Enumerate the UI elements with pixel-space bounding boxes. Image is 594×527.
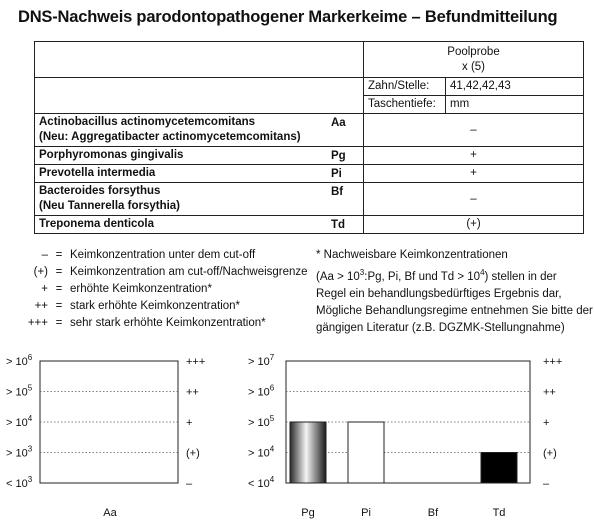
note-line: * Nachweisbare Keimkonzentrationen [316,249,508,261]
y-tick-label: < $10^4$ [248,475,275,490]
germ-abbr: Pg [331,150,346,162]
germ-name: Actinobacillus actinomycetemcomitans [39,116,256,128]
legend-equals: = [55,266,63,278]
legend-symbol: +++ [27,317,48,329]
category-label: Aa [103,507,117,519]
tooth-value: 41,42,42,43 [446,78,584,96]
germ-abbr: Pi [331,168,342,180]
right-tick-label: +++ [543,356,563,368]
page-title: DNS-Nachweis parodontopathogener Markerkeime – Befundmitteilung [18,8,558,26]
note-exponent: 4 [480,268,485,277]
germ-result: + [364,165,584,183]
y-tick-exponent: 3 [27,475,33,484]
tooth-label: Zahn/Stelle: [364,78,446,96]
note-line: Regel ein behandlungsbedürftiges Ergebnis dar, [316,287,562,300]
right-tick-label: +++ [186,356,206,368]
legend-symbol: – [41,249,48,261]
note-line: gängigen Literatur (z.B. DGZMK-Stellungnahme) [316,321,565,334]
bar [348,422,384,483]
germ-name: Bacteroides forsythus [39,185,161,197]
right-tick-label: + [186,417,193,429]
right-tick-label: ++ [186,386,199,399]
y-tick-label: < $10^3$ [6,475,33,490]
y-tick-exponent: 4 [269,475,275,484]
note-exponent: 3 [359,268,365,277]
y-tick-label: > $10^3$ [6,444,33,460]
legend-equals: = [55,317,63,329]
y-tick-exponent: 5 [269,414,275,423]
germ-name: Prevotella intermedia [39,167,156,179]
legend-text: Keimkonzentration unter dem cut-off [70,249,256,261]
sample-count: x (5) [462,60,485,73]
germ-abbr: Td [331,219,346,231]
germ-name: Porphyromonas gingivalis [39,149,184,161]
right-tick-label: – [186,478,193,490]
right-tick-label: (+) [186,447,200,460]
legend-symbol: ++ [34,300,48,312]
sample-label: Poolprobe [447,45,500,58]
legend-text: erhöhte Keimkonzentration* [70,283,212,295]
bar [290,422,326,483]
legend-equals: = [55,283,63,295]
legend-text: stark erhöhte Keimkonzentration* [70,300,241,312]
category-label: Bf [427,507,439,519]
depth-value: mm [446,96,584,114]
category-label: Td [492,507,506,519]
germ-subname: (Neu: Aggregatibacter actinomycetemcomitans) [39,131,301,143]
chart-frame [40,361,178,483]
note-line: Mögliche Behandlungsregime entnehmen Sie bitte der [316,304,593,317]
note-text: :Pg, Pi, Bf und Td > 10 [364,270,481,283]
y-tick-label: > $10^7$ [248,353,275,368]
legend-symbol: (+) [33,266,48,278]
germ-result: – [364,114,584,147]
germ-abbr: Aa [331,117,346,129]
germ-result: + [364,147,584,165]
right-tick-label: (+) [543,447,557,460]
legend-symbol: + [41,283,48,295]
y-tick-label: > $10^4$ [248,444,275,460]
y-tick-label: > $10^6$ [248,383,275,399]
legend-equals: = [55,300,63,312]
y-tick-exponent: 4 [269,444,275,454]
bar [481,453,517,484]
y-tick-exponent: 6 [269,383,275,393]
germ-abbr: Bf [331,186,344,198]
right-tick-label: + [543,417,550,429]
note-text: ) stellen in der [484,270,557,283]
y-tick-exponent: 4 [27,414,33,423]
germ-result: – [364,183,584,216]
y-tick-label: > $10^4$ [6,414,33,429]
legend-text: sehr stark erhöhte Keimkonzentration* [70,317,266,329]
y-tick-exponent: 6 [27,353,33,362]
y-tick-label: > $10^5$ [6,383,33,399]
germ-subname: (Neu Tannerella forsythia) [39,200,181,212]
germ-result: (+) [364,216,584,234]
depth-label: Taschentiefe: [364,96,446,114]
y-tick-exponent: 5 [27,383,33,393]
y-tick-exponent: 3 [27,444,33,454]
right-tick-label: ++ [543,386,556,399]
note-text: (Aa > 10 [316,270,360,283]
category-label: Pi [361,507,371,519]
germ-name: Treponema denticola [39,218,155,230]
y-tick-label: > $10^6$ [6,353,33,368]
legend-text: Keimkonzentration am cut-off/Nachweisgrenze [70,266,308,278]
y-tick-exponent: 7 [269,353,275,362]
category-label: Pg [301,507,315,519]
y-tick-label: > $10^5$ [248,414,275,429]
legend-equals: = [55,249,63,261]
right-tick-label: – [543,478,550,490]
